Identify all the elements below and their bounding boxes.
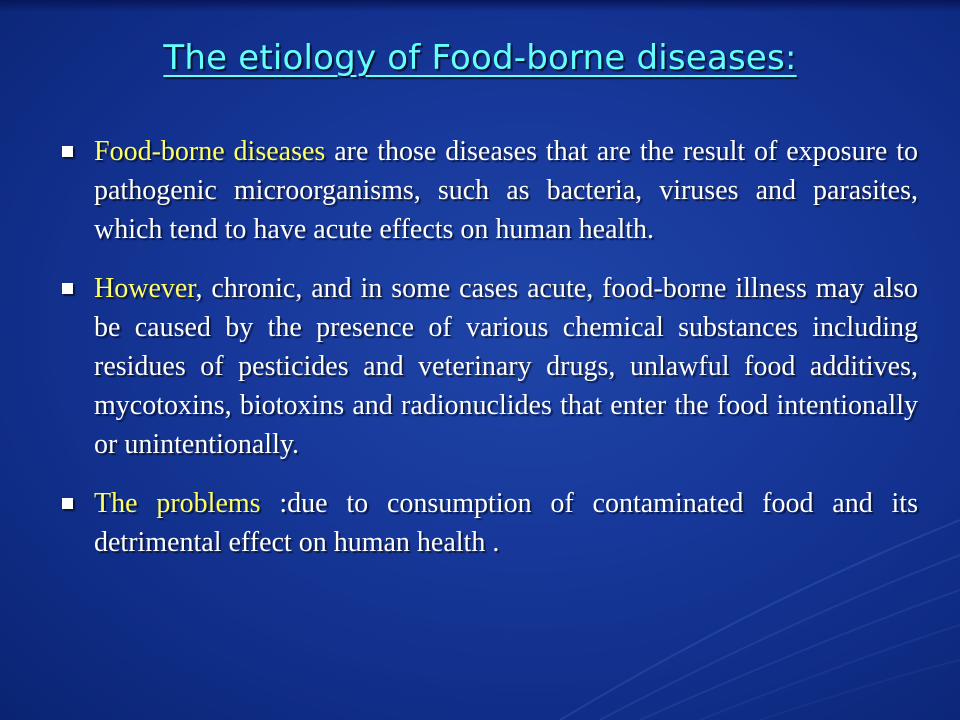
square-bullet-icon xyxy=(62,283,73,294)
bullet-lead: Food-borne diseases xyxy=(94,136,326,167)
slide-title: The etiology of Food-borne diseases: xyxy=(163,38,797,78)
bullet-lead: However xyxy=(94,273,196,304)
bullet-item-however xyxy=(62,269,918,464)
square-bullet-icon xyxy=(62,498,73,509)
bullet-text: are those diseases that are the result of exposure to pathogenic microorganisms, such as bacteria, viruses and parasites, which tend to have acute effects on human health. xyxy=(94,136,918,245)
square-bullet-icon xyxy=(62,146,73,157)
bullet-text: , chronic, and in some cases acute, food-borne illness may also be caused by the presence of various chemical substances including residues of pesticides and veterinary drugs, unlawful food additives, mycotoxins, biotoxins and radionuclides that enter the food intentionally or unintentionally. xyxy=(94,273,918,460)
bullet-item-the-problems xyxy=(62,484,918,562)
bullet-list xyxy=(62,132,918,582)
bullet-lead: The problems xyxy=(94,488,261,519)
bullet-item-food-borne-diseases xyxy=(62,132,918,249)
bullet-text: :due to consumption of contaminated food and its detrimental effect on human health . xyxy=(94,488,918,558)
